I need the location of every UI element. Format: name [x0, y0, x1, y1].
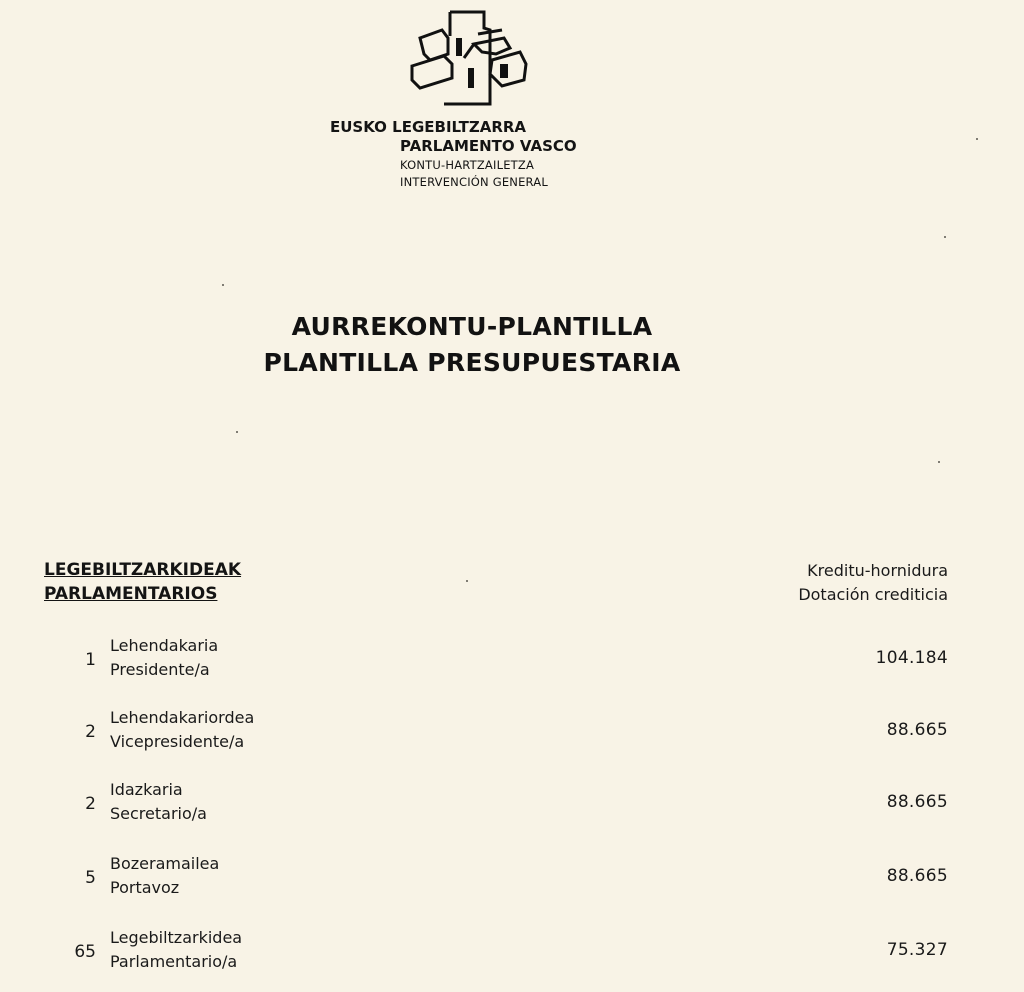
row-amount: 88.665: [886, 792, 948, 812]
table-row: [0, 708, 1024, 760]
row-amount: 75.327: [886, 940, 948, 960]
institution-name-spanish: PARLAMENTO VASCO: [400, 137, 577, 155]
institution-name-basque: EUSKO LEGEBILTZARRA: [330, 118, 527, 136]
role-basque: Bozeramailea: [110, 854, 220, 873]
table-row: [0, 780, 1024, 832]
column-heading-spanish: Dotación crediticia: [798, 585, 948, 604]
row-count: 2: [85, 722, 96, 742]
role-basque: Legebiltzarkidea: [110, 928, 243, 947]
row-count: 5: [85, 868, 96, 888]
table-row: [0, 854, 1024, 906]
role-basque: Lehendakariordea: [110, 708, 255, 727]
role-spanish: Presidente/a: [110, 660, 210, 679]
department-name-basque: KONTU-HARTZAILETZA: [400, 158, 535, 172]
role-basque: Lehendakaria: [110, 636, 219, 655]
parliament-logo-icon: [404, 8, 532, 112]
document-title-basque: AURREKONTU-PLANTILLA: [291, 312, 653, 341]
row-amount: 88.665: [886, 866, 948, 886]
role-spanish: Secretario/a: [110, 804, 207, 823]
role-spanish: Portavoz: [110, 878, 180, 897]
department-name-spanish: INTERVENCIÓN GENERAL: [400, 175, 548, 189]
row-amount: 104.184: [875, 648, 948, 668]
section-heading-spanish: PARLAMENTARIOS: [44, 584, 218, 604]
row-count: 1: [85, 650, 96, 670]
row-count: 65: [74, 942, 96, 962]
row-count: 2: [85, 794, 96, 814]
table-row: [0, 636, 1024, 688]
role-spanish: Parlamentario/a: [110, 952, 238, 971]
table-row: [0, 928, 1024, 980]
row-amount: 88.665: [886, 720, 948, 740]
section-heading-basque: LEGEBILTZARKIDEAK: [44, 560, 242, 580]
role-basque: Idazkaria: [110, 780, 183, 799]
document-title-spanish: PLANTILLA PRESUPUESTARIA: [263, 348, 681, 377]
role-spanish: Vicepresidente/a: [110, 732, 245, 751]
column-heading-basque: Kreditu-hornidura: [807, 561, 948, 580]
